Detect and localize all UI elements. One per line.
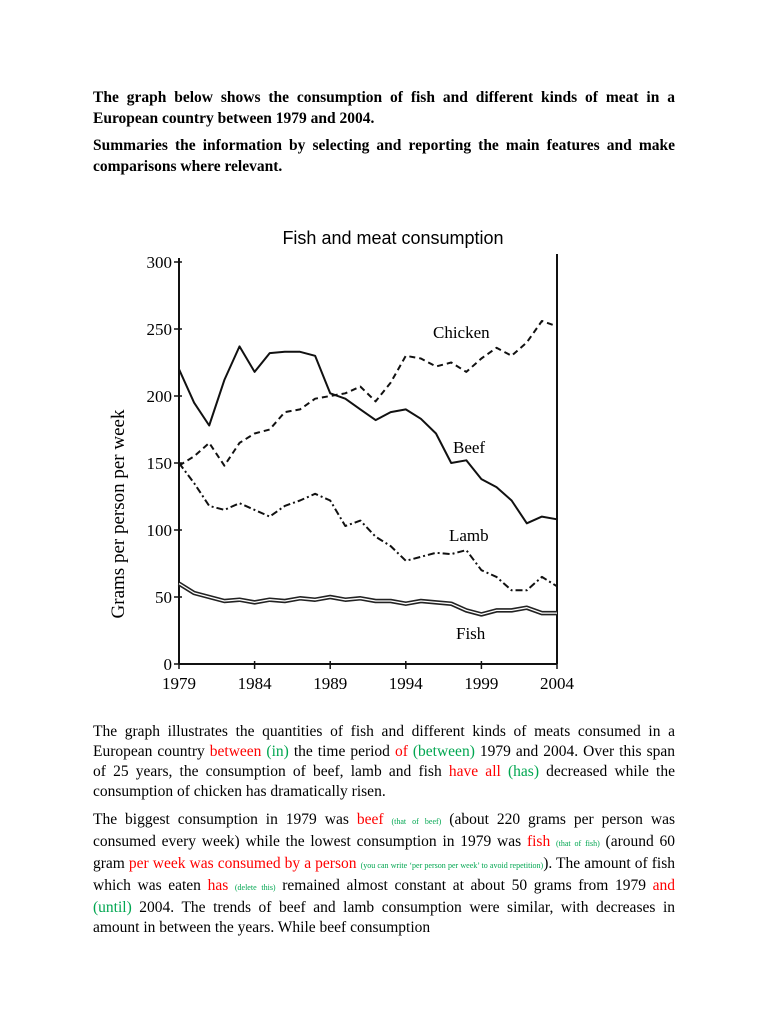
correction-mark: (delete this)	[234, 883, 276, 892]
series-lines	[179, 321, 557, 614]
essay-text: (about 220 grams per person was consumed every week) while the lowest consumption in 1979 was	[93, 811, 675, 850]
correction-mark: (that of beef)	[391, 817, 442, 826]
error-mark: of	[394, 743, 408, 760]
correction-mark: (you can write ‘per person per week’ to avoid repetition)	[360, 861, 544, 870]
series-line-lamb	[179, 463, 557, 590]
essay-text: remained almost constant at about 50 grams from 1979	[275, 877, 653, 894]
task-instruction: Summaries the information by selecting and reporting the main features and make comparisons where relevant.	[93, 137, 675, 175]
correction-mark: (in)	[266, 743, 289, 760]
essay-text: 2004. The trends of beef and lamb consumption were similar, with decreases in amount in between the years. While beef consumption	[93, 899, 675, 936]
essay-text: (around 60 gram	[93, 833, 676, 872]
essay-text: The biggest consumption in 1979 was	[93, 811, 357, 828]
x-ticks	[162, 661, 575, 693]
chart-title: Fish and meat consumption	[282, 228, 504, 248]
error-mark: and	[652, 877, 676, 894]
y-tick-label: 200	[146, 387, 172, 406]
series-label-beef: Beef	[453, 438, 486, 457]
x-tick-label: 1999	[464, 674, 499, 693]
error-mark: have all	[448, 763, 501, 780]
correction-mark: (has)	[508, 763, 539, 780]
x-tick-label: 1979	[162, 674, 196, 693]
x-tick-label: 1994	[388, 674, 423, 693]
error-mark: beef	[356, 811, 384, 828]
y-tick-label: 250	[146, 320, 172, 339]
x-tick-label: 1989	[313, 674, 348, 693]
task-prompt: The graph below shows the consumption of fish and different kinds of meat in a European country between 1979 and 2004.	[93, 89, 675, 127]
essay-text: the time period	[288, 743, 395, 760]
y-axis-label: Grams per person per week	[108, 409, 129, 619]
correction-mark: (that of fish)	[555, 839, 600, 848]
essay-paragraph-1	[93, 722, 675, 802]
x-tick-label: 2004	[540, 674, 574, 693]
chart-canvas	[95, 218, 600, 700]
series-label-lamb: Lamb	[449, 526, 489, 545]
y-tick-label: 150	[146, 454, 172, 473]
essay-paragraph-2	[93, 810, 675, 938]
series-label-chicken: Chicken	[433, 323, 490, 342]
error-mark: fish	[526, 833, 551, 850]
essay-text: The graph illustrates the quantities of fish and different kinds of meats consumed in a European country	[93, 723, 675, 760]
series-line-beef	[179, 346, 557, 523]
correction-mark: (between)	[412, 743, 475, 760]
essay-text: ). The amount of fish which was eaten	[93, 855, 676, 894]
essay-text: decreased while the consumption of chicken has dramatically risen.	[93, 763, 675, 800]
series-line-chicken	[179, 321, 557, 466]
y-tick-label: 300	[146, 253, 172, 272]
line-chart	[95, 218, 600, 700]
y-tick-label: 0	[163, 655, 172, 674]
error-mark: per week was consumed by a person	[128, 855, 357, 872]
error-mark: has	[207, 877, 229, 894]
x-tick-label: 1984	[237, 674, 272, 693]
error-mark: between	[209, 743, 262, 760]
series-label-fish: Fish	[456, 624, 486, 643]
correction-mark: (until)	[93, 899, 132, 916]
y-tick-label: 50	[155, 588, 172, 607]
y-tick-label: 100	[146, 521, 172, 540]
y-ticks	[147, 253, 183, 674]
series-labels	[433, 323, 490, 643]
essay-text: 1979 and 2004. Over this span of 25 years, the consumption of beef, lamb and fish	[93, 743, 675, 780]
chart-axes	[179, 254, 557, 664]
